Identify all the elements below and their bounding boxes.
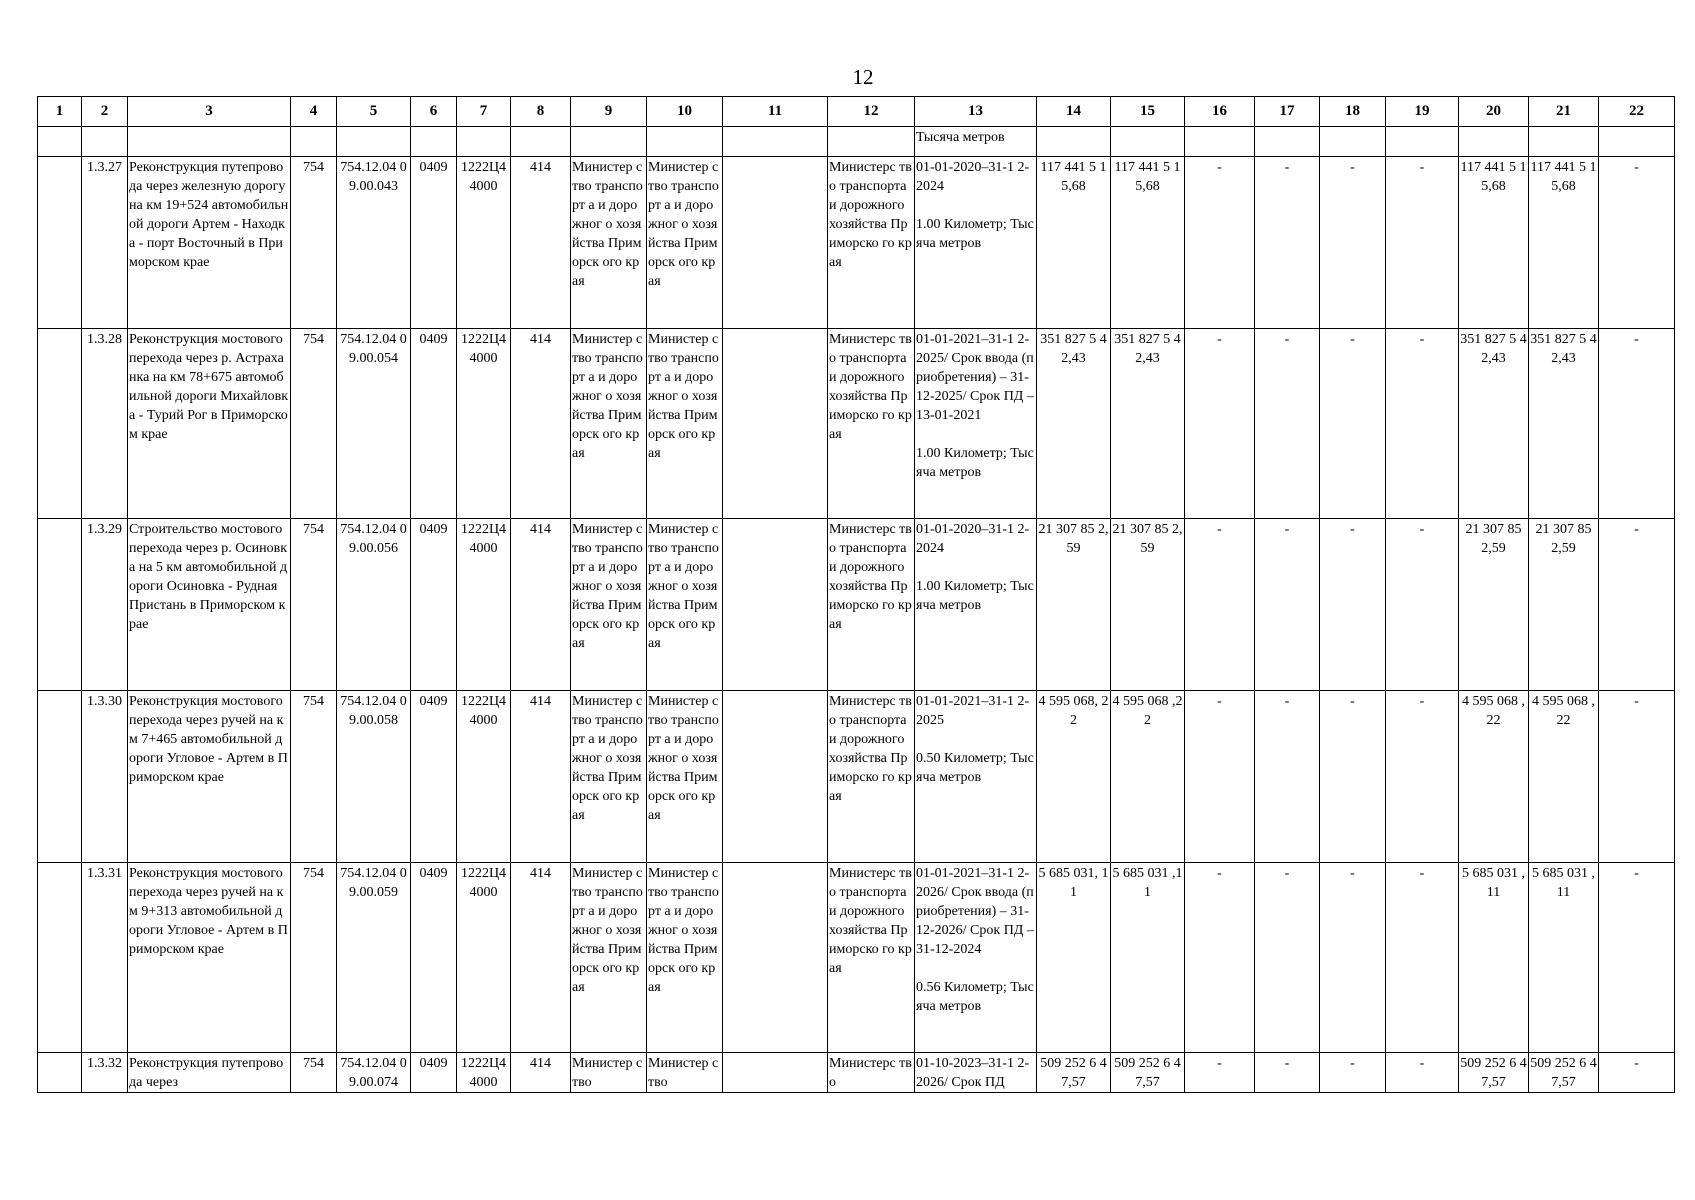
amount-cell: -: [1320, 157, 1386, 329]
table-row: [38, 519, 1675, 691]
amount-cell: -: [1320, 519, 1386, 691]
target-article-cell: 1222Ц4 4000: [457, 1053, 511, 1093]
amount-cell: -: [1386, 691, 1459, 863]
amount-cell: -: [1599, 519, 1675, 691]
amount-cell: 4 595 068 ,22: [1529, 691, 1599, 863]
column-header: 8: [511, 97, 571, 127]
code-cell: 754: [291, 329, 337, 519]
table-cell: [38, 127, 82, 157]
page-number: 12: [852, 65, 874, 89]
table-cell: [723, 329, 828, 519]
object-name-cell: Реконструкция мостового перехода через р. Астраханка на км 78+675 автомобильной дороги Михайловка - Турий Рог в Приморском крае: [128, 329, 291, 519]
unit-cell: Тысяча метров: [915, 127, 1037, 157]
column-header: 1: [38, 97, 82, 127]
column-header: 14: [1037, 97, 1111, 127]
table-cell: [723, 1053, 828, 1093]
customer-cell: Министер ство: [571, 1053, 647, 1093]
amount-cell: -: [1255, 329, 1320, 519]
total-amount-cell: 351 827 5 42,43: [1111, 329, 1185, 519]
table-cell: [1386, 127, 1459, 157]
amount-cell: -: [1320, 329, 1386, 519]
item-number-cell: 1.3.32: [82, 1053, 128, 1093]
developer-cell: Министер ство: [647, 1053, 723, 1093]
table-cell: [1320, 127, 1386, 157]
table-cell: [511, 127, 571, 157]
column-header: 19: [1386, 97, 1459, 127]
amount-cell: -: [1185, 157, 1255, 329]
amount-cell: -: [1255, 691, 1320, 863]
table-row: [38, 157, 1675, 329]
amount-cell: -: [1185, 1053, 1255, 1093]
column-header: 4: [291, 97, 337, 127]
amount-cell: -: [1255, 863, 1320, 1053]
amount-cell: -: [1185, 519, 1255, 691]
customer-cell: Министер ство транспорт а и дорожног о хозяйства Приморск ого края: [571, 519, 647, 691]
amount-cell: -: [1320, 863, 1386, 1053]
column-header: 2: [82, 97, 128, 127]
data-rows: [38, 157, 1675, 1093]
responsible-cell: Министерс тво транспорта и дорожного хозяйства Приморско го края: [828, 519, 915, 691]
amount-cell: -: [1185, 691, 1255, 863]
amount-cell: -: [1599, 1053, 1675, 1093]
header-row: [38, 97, 1675, 127]
amount-cell: -: [1320, 1053, 1386, 1093]
table-cell: [1185, 127, 1255, 157]
section-code-cell: 0409: [411, 863, 457, 1053]
section-code-cell: 0409: [411, 329, 457, 519]
row-index-cell: [38, 691, 82, 863]
item-number-cell: 1.3.28: [82, 329, 128, 519]
estimated-cost-cell: 21 307 85 2,59: [1037, 519, 1111, 691]
amount-cell: 21 307 85 2,59: [1529, 519, 1599, 691]
code-cell: 754: [291, 519, 337, 691]
developer-cell: Министер ство транспорт а и дорожног о хозяйства Приморск ого края: [647, 329, 723, 519]
amount-cell: -: [1599, 329, 1675, 519]
expense-type-cell: 414: [511, 519, 571, 691]
target-article-cell: 1222Ц4 4000: [457, 329, 511, 519]
column-header: 12: [828, 97, 915, 127]
table-cell: [571, 127, 647, 157]
amount-cell: -: [1255, 1053, 1320, 1093]
section-code-cell: 0409: [411, 519, 457, 691]
amount-cell: -: [1386, 157, 1459, 329]
row-index-cell: [38, 157, 82, 329]
table-cell: [723, 691, 828, 863]
column-header: 17: [1255, 97, 1320, 127]
table-cell: [411, 127, 457, 157]
amount-cell: -: [1320, 691, 1386, 863]
column-header: 15: [1111, 97, 1185, 127]
table-cell: [723, 519, 828, 691]
table-row: [38, 1053, 1675, 1093]
responsible-cell: Министерс тво: [828, 1053, 915, 1093]
amount-cell: -: [1185, 329, 1255, 519]
amount-cell: -: [1255, 157, 1320, 329]
amount-cell: -: [1255, 519, 1320, 691]
row-index-cell: [38, 329, 82, 519]
period-capacity-cell: 01-01-2020–31-1 2-2024 1.00 Километр; Тысяча метров: [915, 519, 1037, 691]
developer-cell: Министер ство транспорт а и дорожног о хозяйства Приморск ого края: [647, 519, 723, 691]
table-cell: [828, 127, 915, 157]
amount-cell: 351 827 5 42,43: [1459, 329, 1529, 519]
amount-cell: -: [1599, 157, 1675, 329]
row-index-cell: [38, 1053, 82, 1093]
table-cell: [337, 127, 411, 157]
amount-cell: -: [1386, 519, 1459, 691]
object-code-cell: 754.12.04 09.00.054: [337, 329, 411, 519]
amount-cell: -: [1599, 863, 1675, 1053]
responsible-cell: Министерс тво транспорта и дорожного хозяйства Приморско го края: [828, 329, 915, 519]
responsible-cell: Министерс тво транспорта и дорожного хозяйства Приморско го края: [828, 691, 915, 863]
developer-cell: Министер ство транспорт а и дорожног о хозяйства Приморск ого края: [647, 691, 723, 863]
total-amount-cell: 117 441 5 15,68: [1111, 157, 1185, 329]
table-cell: [1529, 127, 1599, 157]
code-cell: 754: [291, 157, 337, 329]
period-capacity-cell: 01-01-2020–31-1 2-2024 1.00 Километр; Тысяча метров: [915, 157, 1037, 329]
amount-cell: -: [1599, 691, 1675, 863]
object-code-cell: 754.12.04 09.00.074: [337, 1053, 411, 1093]
table-cell: [723, 863, 828, 1053]
period-capacity-cell: 01-01-2021–31-1 2-2025 0.50 Километр; Тысяча метров: [915, 691, 1037, 863]
column-header: 13: [915, 97, 1037, 127]
expense-type-cell: 414: [511, 863, 571, 1053]
object-name-cell: Строительство мостового перехода через р. Осиновка на 5 км автомобильной дороги Осиновка - Рудная Пристань в Приморском крае: [128, 519, 291, 691]
object-name-cell: Реконструкция путепровода через железную дорогу на км 19+524 автомобильной дороги Артем - Находка - порт Восточный в Приморском крае: [128, 157, 291, 329]
item-number-cell: 1.3.27: [82, 157, 128, 329]
developer-cell: Министер ство транспорт а и дорожног о хозяйства Приморск ого края: [647, 863, 723, 1053]
continuation-row: [38, 127, 1675, 157]
section-code-cell: 0409: [411, 1053, 457, 1093]
target-article-cell: 1222Ц4 4000: [457, 519, 511, 691]
column-header: 9: [571, 97, 647, 127]
table-cell: [128, 127, 291, 157]
column-header: 22: [1599, 97, 1675, 127]
amount-cell: -: [1386, 863, 1459, 1053]
object-code-cell: 754.12.04 09.00.043: [337, 157, 411, 329]
object-name-cell: Реконструкция мостового перехода через ручей на км 7+465 автомобильной дороги Угловое - Артем в Приморском крае: [128, 691, 291, 863]
estimated-cost-cell: 5 685 031, 11: [1037, 863, 1111, 1053]
row-index-cell: [38, 863, 82, 1053]
row-index-cell: [38, 519, 82, 691]
code-cell: 754: [291, 863, 337, 1053]
responsible-cell: Министерс тво транспорта и дорожного хозяйства Приморско го края: [828, 863, 915, 1053]
amount-cell: 117 441 5 15,68: [1529, 157, 1599, 329]
amount-cell: 5 685 031 ,11: [1459, 863, 1529, 1053]
customer-cell: Министер ство транспорт а и дорожног о хозяйства Приморск ого края: [571, 329, 647, 519]
period-capacity-cell: 01-10-2023–31-1 2-2026/ Срок ПД: [915, 1053, 1037, 1093]
amount-cell: 509 252 6 47,57: [1529, 1053, 1599, 1093]
column-header: 3: [128, 97, 291, 127]
item-number-cell: 1.3.29: [82, 519, 128, 691]
code-cell: 754: [291, 691, 337, 863]
customer-cell: Министер ство транспорт а и дорожног о хозяйства Приморск ого края: [571, 691, 647, 863]
column-header: 18: [1320, 97, 1386, 127]
table-cell: [1111, 127, 1185, 157]
amount-cell: 351 827 5 42,43: [1529, 329, 1599, 519]
object-code-cell: 754.12.04 09.00.056: [337, 519, 411, 691]
amount-cell: 117 441 5 15,68: [1459, 157, 1529, 329]
estimated-cost-cell: 4 595 068, 22: [1037, 691, 1111, 863]
total-amount-cell: 4 595 068 ,22: [1111, 691, 1185, 863]
table-cell: [647, 127, 723, 157]
customer-cell: Министер ство транспорт а и дорожног о хозяйства Приморск ого края: [571, 157, 647, 329]
column-header: 16: [1185, 97, 1255, 127]
target-article-cell: 1222Ц4 4000: [457, 691, 511, 863]
total-amount-cell: 509 252 6 47,57: [1111, 1053, 1185, 1093]
column-header: 7: [457, 97, 511, 127]
amount-cell: 509 252 6 47,57: [1459, 1053, 1529, 1093]
code-cell: 754: [291, 1053, 337, 1093]
object-code-cell: 754.12.04 09.00.058: [337, 691, 411, 863]
responsible-cell: Министерс тво транспорта и дорожного хозяйства Приморско го края: [828, 157, 915, 329]
table-row: [38, 329, 1675, 519]
target-article-cell: 1222Ц4 4000: [457, 863, 511, 1053]
table-cell: [723, 157, 828, 329]
amount-cell: -: [1386, 329, 1459, 519]
period-capacity-cell: 01-01-2021–31-1 2-2025/ Срок ввода (приобретения) – 31-12-2025/ Срок ПД – 13-01-2021 1.00 Километр; Тысяча метров: [915, 329, 1037, 519]
object-name-cell: Реконструкция путепровода через: [128, 1053, 291, 1093]
expense-type-cell: 414: [511, 691, 571, 863]
object-code-cell: 754.12.04 09.00.059: [337, 863, 411, 1053]
amount-cell: 5 685 031 ,11: [1529, 863, 1599, 1053]
amount-cell: 4 595 068 ,22: [1459, 691, 1529, 863]
item-number-cell: 1.3.31: [82, 863, 128, 1053]
expense-type-cell: 414: [511, 329, 571, 519]
table-cell: [1255, 127, 1320, 157]
expense-type-cell: 414: [511, 157, 571, 329]
column-header: 5: [337, 97, 411, 127]
estimated-cost-cell: 117 441 5 15,68: [1037, 157, 1111, 329]
section-code-cell: 0409: [411, 157, 457, 329]
table-cell: [82, 127, 128, 157]
column-header: 20: [1459, 97, 1529, 127]
table-cell: [1459, 127, 1529, 157]
table-cell: [291, 127, 337, 157]
table-row: [38, 863, 1675, 1053]
target-article-cell: 1222Ц4 4000: [457, 157, 511, 329]
object-name-cell: Реконструкция мостового перехода через ручей на км 9+313 автомобильной дороги Угловое - Артем в Приморском крае: [128, 863, 291, 1053]
section-code-cell: 0409: [411, 691, 457, 863]
total-amount-cell: 21 307 85 2,59: [1111, 519, 1185, 691]
column-header: 21: [1529, 97, 1599, 127]
column-header: 11: [723, 97, 828, 127]
budget-table: [37, 96, 1675, 1093]
table-cell: [1037, 127, 1111, 157]
total-amount-cell: 5 685 031 ,11: [1111, 863, 1185, 1053]
amount-cell: -: [1386, 1053, 1459, 1093]
column-header: 6: [411, 97, 457, 127]
expense-type-cell: 414: [511, 1053, 571, 1093]
amount-cell: -: [1185, 863, 1255, 1053]
period-capacity-cell: 01-01-2021–31-1 2-2026/ Срок ввода (приобретения) – 31-12-2026/ Срок ПД – 31-12-2024 0.56 Километр; Тысяча метров: [915, 863, 1037, 1053]
developer-cell: Министер ство транспорт а и дорожног о хозяйства Приморск ого края: [647, 157, 723, 329]
item-number-cell: 1.3.30: [82, 691, 128, 863]
table-row: [38, 691, 1675, 863]
amount-cell: 21 307 85 2,59: [1459, 519, 1529, 691]
column-header: 10: [647, 97, 723, 127]
estimated-cost-cell: 509 252 6 47,57: [1037, 1053, 1111, 1093]
table-cell: [723, 127, 828, 157]
customer-cell: Министер ство транспорт а и дорожног о хозяйства Приморск ого края: [571, 863, 647, 1053]
table-cell: [457, 127, 511, 157]
estimated-cost-cell: 351 827 5 42,43: [1037, 329, 1111, 519]
table-cell: [1599, 127, 1675, 157]
